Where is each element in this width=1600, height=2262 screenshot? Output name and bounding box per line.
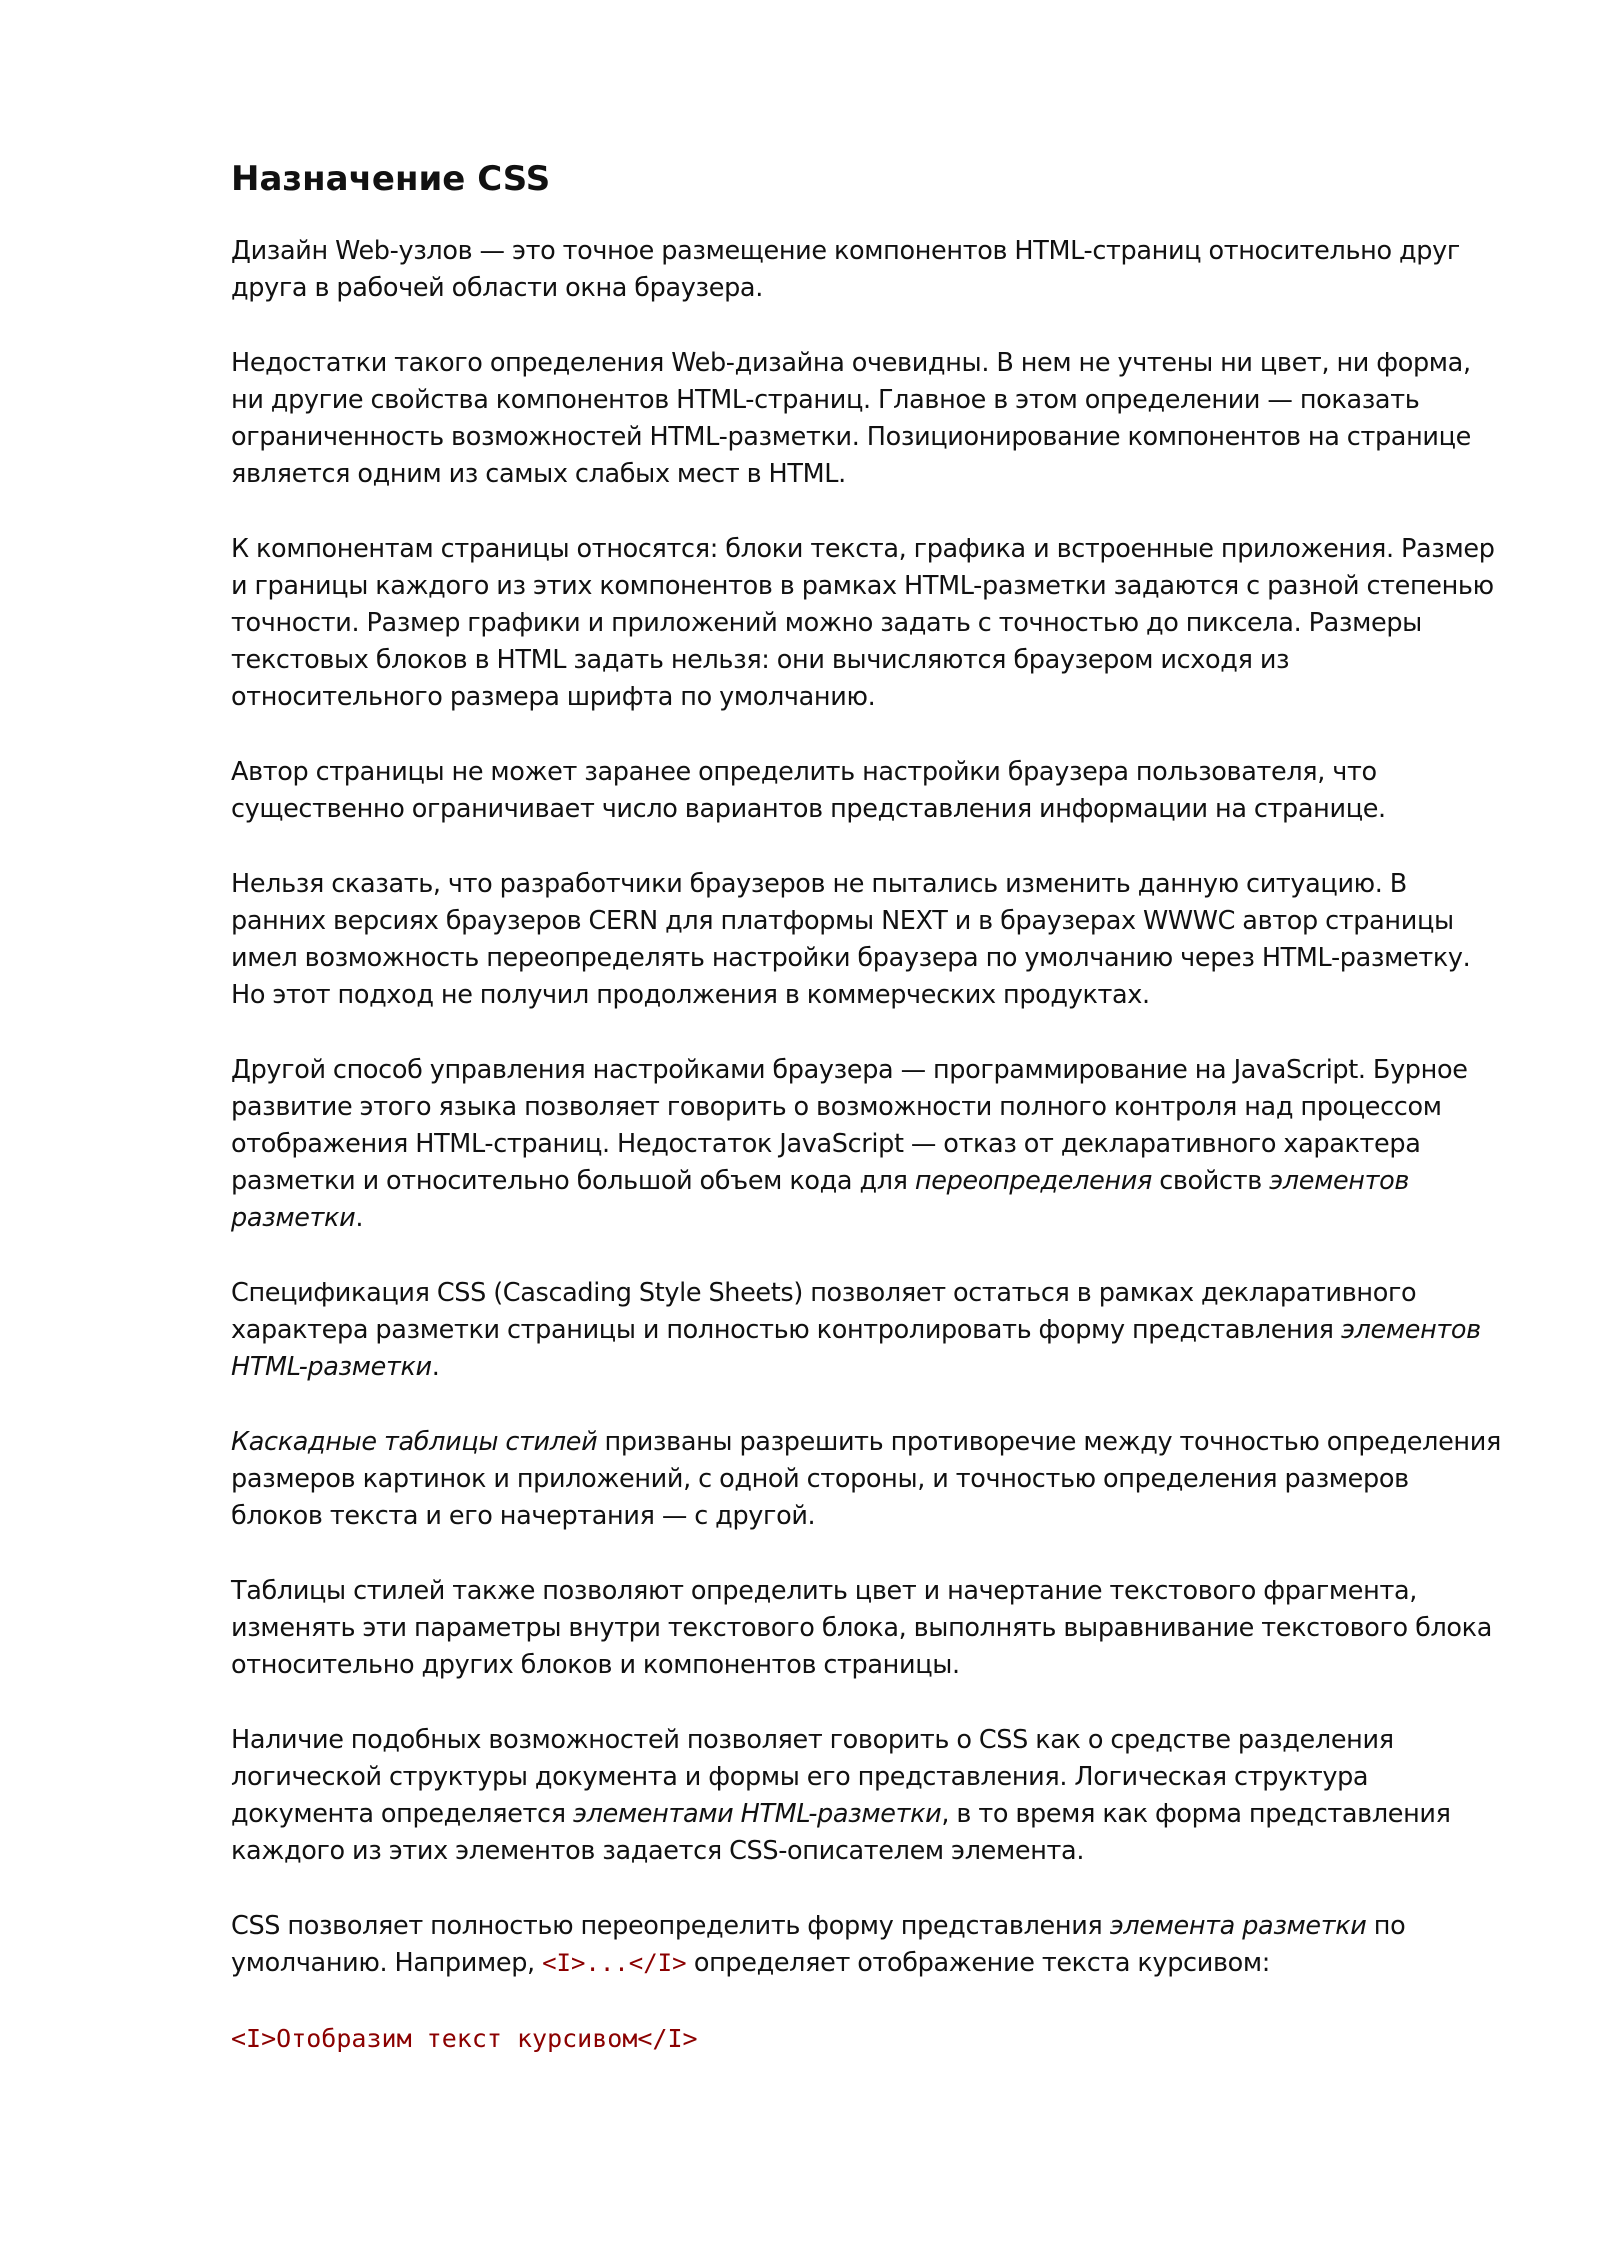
paragraph-11 <box>231 1908 1501 1982</box>
code-example: <I>Отобразим текст курсивом</I> <box>231 2024 698 2053</box>
paragraph-8 <box>231 1424 1501 1535</box>
paragraph-3: К компонентам страницы относятся: блоки текста, графика и встроенные приложения. Размер и границы каждого из этих компонентов в рамках HTML-разметки задаются с разной степенью точности. Размер графики и приложений можно задать с точностью до пиксела. Размеры текстовых блоков в HTML задать нельзя: они вычисляются браузером исходя из относительного размера шрифта по умолчанию. <box>231 534 1495 712</box>
paragraph-11-text-1: CSS позволяет полностью переопределить форму представления <box>231 1911 1110 1941</box>
paragraph-4: Автор страницы не может заранее определить настройки браузера пользователя, что существенно ограничивает число вариантов представления информации на странице. <box>231 757 1386 824</box>
paragraph-6 <box>231 1052 1501 1237</box>
paragraph-6-text-2: свойств <box>1151 1166 1270 1196</box>
paragraph-8-emphasis-1: Каскадные таблицы стилей <box>231 1427 598 1457</box>
inline-code: <I>...</I> <box>542 1949 687 1977</box>
document-page <box>231 155 1501 2057</box>
paragraph-6-emphasis-1: переопределения <box>914 1166 1152 1196</box>
paragraph-11-text-3: определяет отображение текста курсивом: <box>686 1948 1270 1978</box>
paragraph-5: Нельзя сказать, что разработчики браузеров не пытались изменить данную ситуацию. В ранних версиях браузеров CERN для платформы NEXT и в браузерах WWWC автор страницы имел возможность переопределять настройки браузера по умолчанию через HTML-разметку. Но этот подход не получил продолжения в коммерческих продуктах. <box>231 869 1471 1010</box>
paragraph-7-text-1: Спецификация CSS (Cascading Style Sheets) позволяет остаться в рамках декларативного характера разметки страницы и полностью контролировать форму представления <box>231 1278 1417 1345</box>
paragraph-10-text-2: , в то время как форма представления каждого из этих элементов задается CSS-описателем элемента. <box>231 1799 1451 1866</box>
paragraph-7-text-2: . <box>431 1352 440 1382</box>
paragraph-9: Таблицы стилей также позволяют определить цвет и начертание текстового фрагмента, изменять эти параметры внутри текстового блока, выполнять выравнивание текстового блока относительно других блоков и компонентов страницы. <box>231 1576 1492 1680</box>
paragraph-7-emphasis-1: элементов HTML-разметки <box>231 1315 1481 1382</box>
paragraph-11-emphasis-1: элемента разметки <box>1109 1911 1367 1941</box>
paragraph-2: Недостатки такого определения Web-дизайна очевидны. В нем не учтены ни цвет, ни форма, ни другие свойства компонентов HTML-страниц. Главное в этом определении — показать ограниченность возможностей HTML-разметки. Позиционирование компонентов на странице является одним из самых слабых мест в HTML. <box>231 348 1471 489</box>
paragraph-11-text-2: по умолчанию. Например, <box>231 1911 1406 1978</box>
paragraph-1: Дизайн Web-узлов — это точное размещение компонентов HTML-страниц относительно друг друга в рабочей области окна браузера. <box>231 236 1460 303</box>
paragraph-7 <box>231 1275 1501 1386</box>
paragraph-6-text-1: Другой способ управления настройками браузера — программирование на JavaScript. Бурное развитие этого языка позволяет говорить о возможности полного контроля над процессом отображения HTML-страниц. Недостаток JavaScript — отказ от декларативного характера разметки и относительно большой объем кода для <box>231 1055 1468 1196</box>
paragraph-10 <box>231 1722 1501 1870</box>
paragraph-10-text-1: Наличие подобных возможностей позволяет говорить о CSS как о средстве разделения логической структуры документа и формы его представления. Логическая структура документа определяется <box>231 1725 1394 1829</box>
paragraph-6-emphasis-2: элементов разметки <box>231 1166 1410 1233</box>
paragraph-10-emphasis-1: элементами HTML-разметки <box>572 1799 942 1829</box>
paragraph-6-text-3: . <box>355 1203 364 1233</box>
page-title: Назначение CSS <box>231 159 551 199</box>
paragraph-8-text-1: призваны разрешить противоречие между точностью определения размеров картинок и приложений, с одной стороны, и точностью определения размеров блоков текста и его начертания — с другой. <box>231 1427 1501 1531</box>
